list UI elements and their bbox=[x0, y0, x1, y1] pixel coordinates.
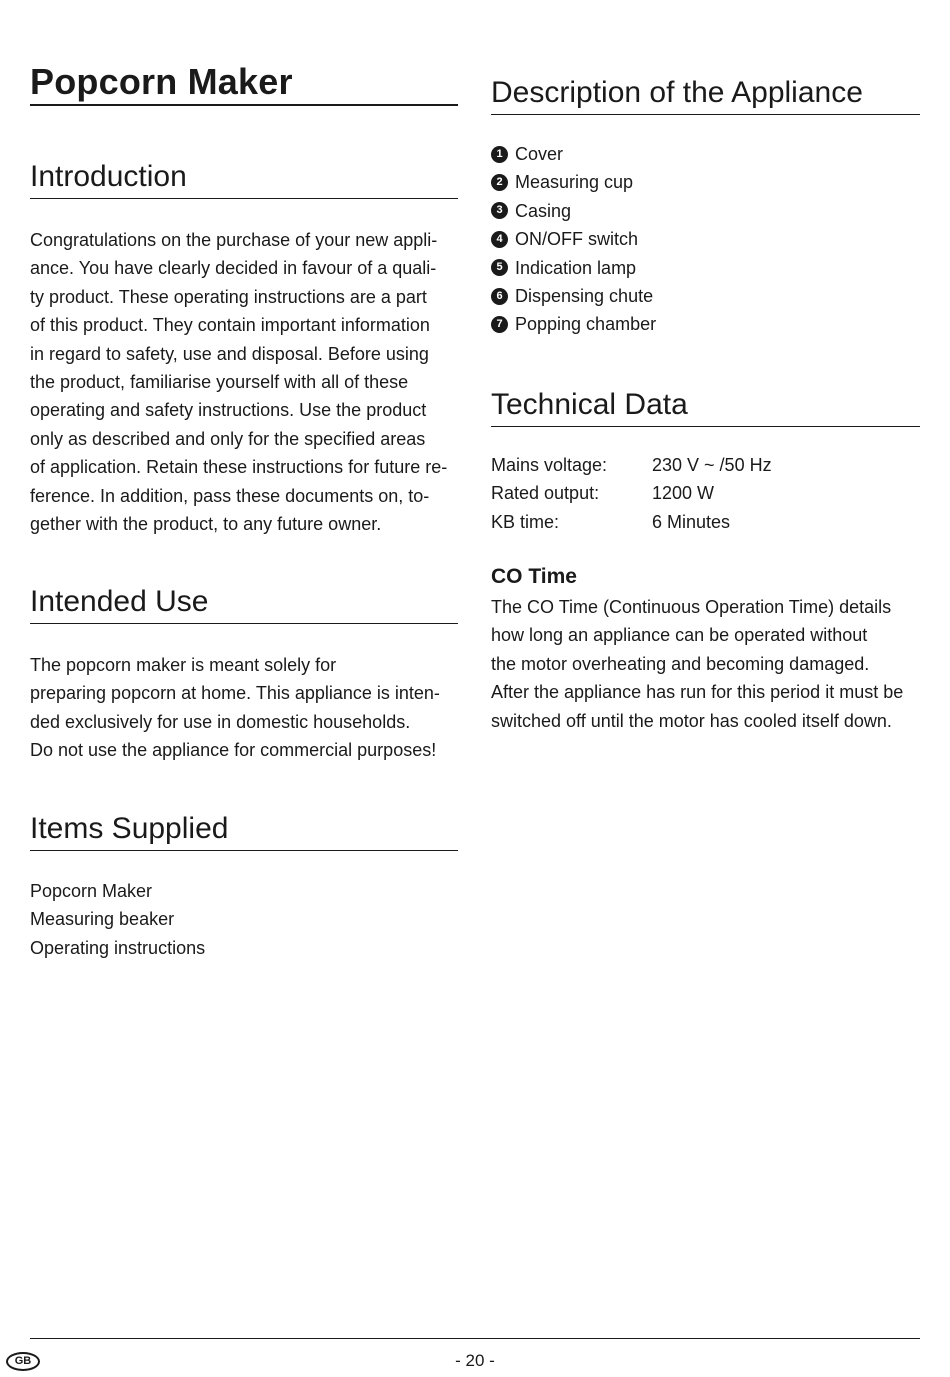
spec-value: 230 V ~ /50 Hz bbox=[652, 455, 772, 475]
technical-data-heading: Technical Data bbox=[491, 386, 920, 427]
list-item bbox=[491, 282, 656, 310]
table-row bbox=[491, 508, 772, 536]
intended-use-line: Do not use the appliance for commercial purposes! bbox=[30, 740, 437, 761]
page-number: - 20 - bbox=[455, 1351, 495, 1370]
intended-use-heading: Intended Use bbox=[30, 583, 458, 624]
co-time-text bbox=[491, 593, 920, 735]
introduction-line: Congratulations on the purchase of your new appli- bbox=[30, 230, 438, 250]
appliance-parts-list bbox=[491, 140, 656, 339]
co-time-heading: CO Time bbox=[491, 565, 577, 588]
document-title: Popcorn Maker bbox=[30, 60, 458, 106]
number-badge: 1 bbox=[491, 146, 508, 163]
introduction-text bbox=[30, 226, 458, 538]
introduction-line: operating and safety instructions. Use the product bbox=[30, 400, 427, 421]
list-item bbox=[491, 225, 656, 253]
co-time-line: After the appliance has run for this period it must be bbox=[491, 682, 904, 703]
number-badge: 3 bbox=[491, 202, 508, 219]
introduction-line: ty product. These operating instructions are a part bbox=[30, 286, 427, 307]
number-badge: 5 bbox=[491, 259, 508, 276]
part-label: Measuring cup bbox=[515, 172, 634, 193]
spec-label: KB time: bbox=[491, 511, 560, 532]
part-label: Casing bbox=[515, 200, 572, 221]
part-label: Popping chamber bbox=[515, 314, 657, 335]
spec-label: Rated output: bbox=[491, 483, 600, 504]
number-badge: 7 bbox=[491, 316, 508, 333]
part-label: ON/OFF switch bbox=[515, 229, 639, 250]
language-badge: GB bbox=[6, 1352, 40, 1371]
co-time-line: the motor overheating and becoming damaged. bbox=[491, 653, 870, 674]
items-supplied-list bbox=[30, 877, 458, 962]
items-supplied-heading: Items Supplied bbox=[30, 810, 458, 851]
intended-use-line: preparing popcorn at home. This appliance is inten- bbox=[30, 683, 440, 704]
co-time-line: switched off until the motor has cooled itself down. bbox=[491, 710, 892, 731]
introduction-line: the product, familiarise yourself with all of these bbox=[30, 372, 409, 393]
intended-use-line: The popcorn maker is meant solely for bbox=[30, 655, 337, 675]
part-label: Indication lamp bbox=[515, 257, 637, 278]
part-label: Cover bbox=[515, 144, 564, 164]
supplied-item: Operating instructions bbox=[30, 937, 206, 958]
introduction-line: in regard to safety, use and disposal. Before using bbox=[30, 343, 429, 364]
spec-label: Mains voltage: bbox=[491, 455, 608, 475]
number-badge: 4 bbox=[491, 231, 508, 248]
intended-use-text bbox=[30, 651, 458, 765]
introduction-line: ance. You have clearly decided in favour of a quali- bbox=[30, 258, 437, 279]
co-time-line: how long an appliance can be operated without bbox=[491, 625, 868, 646]
list-item bbox=[491, 168, 656, 196]
table-row bbox=[491, 479, 772, 507]
number-badge: 6 bbox=[491, 288, 508, 305]
technical-data-table bbox=[491, 451, 772, 536]
footer-divider bbox=[30, 1338, 920, 1339]
introduction-line: gether with the product, to any future owner. bbox=[30, 514, 382, 535]
list-item bbox=[491, 140, 656, 168]
introduction-heading: Introduction bbox=[30, 158, 458, 199]
introduction-line: of application. Retain these instructions for future re- bbox=[30, 457, 448, 478]
intended-use-line: ded exclusively for use in domestic households. bbox=[30, 711, 411, 732]
list-item bbox=[491, 310, 656, 338]
description-heading: Description of the Appliance bbox=[491, 74, 920, 115]
introduction-line: only as described and only for the specified areas bbox=[30, 428, 426, 449]
spec-value: 1200 W bbox=[652, 483, 715, 504]
co-time-line: The CO Time (Continuous Operation Time) details bbox=[491, 597, 892, 617]
number-badge: 2 bbox=[491, 174, 508, 191]
supplied-item: Measuring beaker bbox=[30, 909, 175, 930]
table-row bbox=[491, 451, 772, 479]
part-label: Dispensing chute bbox=[515, 285, 654, 306]
spec-value: 6 Minutes bbox=[652, 511, 731, 532]
supplied-item: Popcorn Maker bbox=[30, 881, 153, 901]
introduction-line: of this product. They contain important information bbox=[30, 315, 430, 336]
list-item bbox=[491, 254, 656, 282]
list-item bbox=[491, 197, 656, 225]
introduction-line: ference. In addition, pass these documents on, to- bbox=[30, 485, 430, 506]
